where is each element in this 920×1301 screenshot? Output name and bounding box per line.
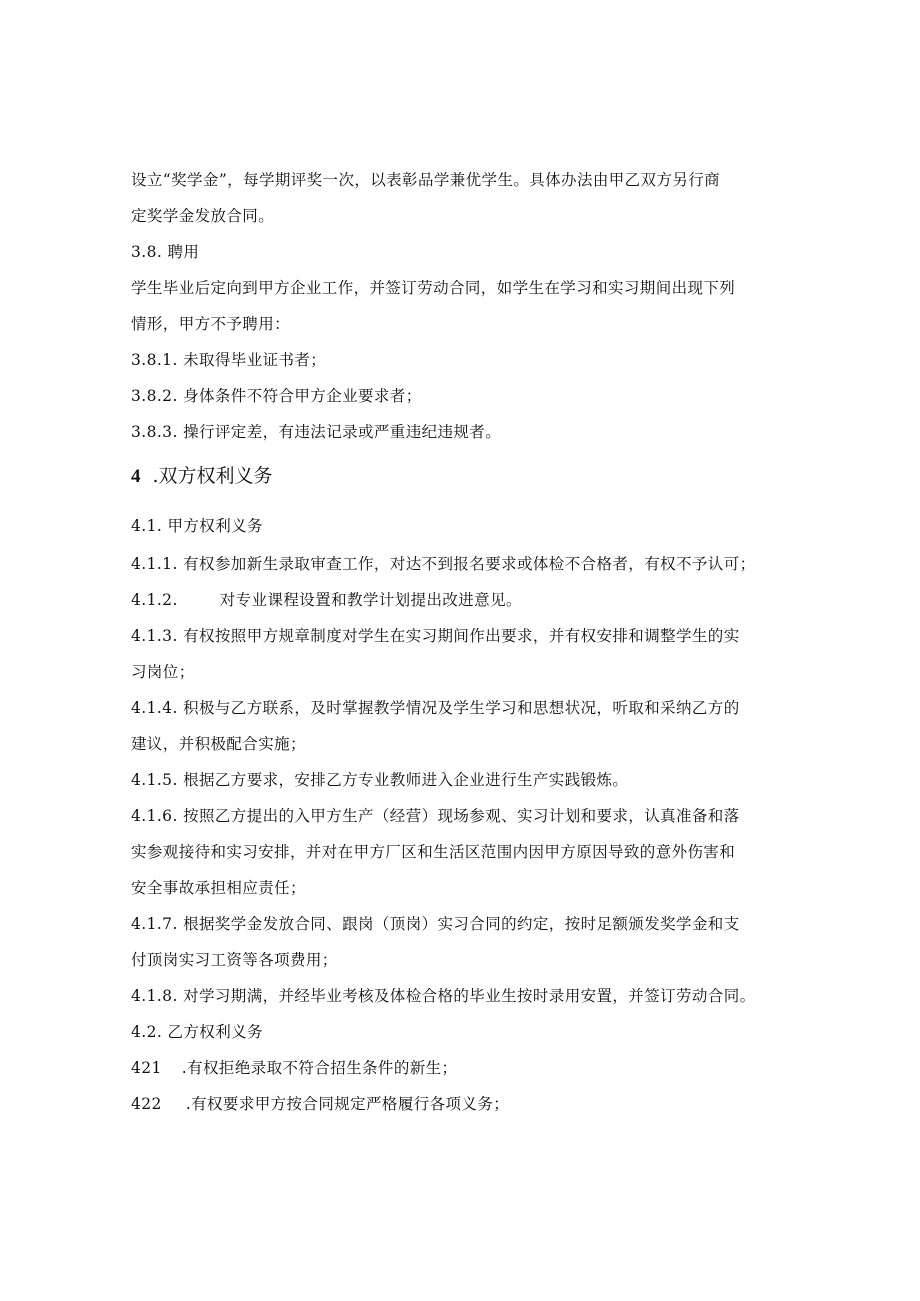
section-4-heading: [131, 464, 273, 489]
clause-4-2-2-number: 422: [131, 1095, 162, 1113]
clause-4-2-1-text: .有权拒绝录取不符合招生条件的新生；: [181, 1059, 458, 1077]
clause-4-1-2-text: 对专业课程设置和教学计划提出改进意见。: [219, 591, 522, 609]
clause-4-1-4-line-1: 4.1.4. 积极与乙方联系，及时掌握教学情况及学生学习和思想状况，听取和采纳乙方的: [131, 699, 740, 717]
clause-4-1-3-line-1: 4.1.3. 有权按照甲方规章制度对学生在实习期间作出要求，并有权安排和调整学生的实: [131, 627, 740, 645]
clause-3-8-3: 3.8.3. 操行评定差，有违法记录或严重违纪违规者。: [131, 423, 502, 441]
clause-4-1-4-line-2: 建议，并积极配合实施；: [131, 735, 306, 753]
clause-4-2-2-text: .有权要求甲方按合同规定严格履行各项义务；: [185, 1095, 510, 1113]
section-4-number: 4: [131, 466, 141, 487]
clause-4-1-1: 4.1.1. 有权参加新生录取审查工作，对达不到报名要求或体检不合格者，有权不予认可；: [131, 555, 756, 573]
clause-4-2-1-number: 421: [131, 1059, 162, 1077]
clause-4-2-2: [131, 1094, 509, 1114]
section-4-title: .双方权利义务: [152, 465, 273, 487]
clause-4-1-6-line-2: 实参观接待和实习安排，并对在甲方厂区和生活区范围内因甲方原因导致的意外伤害和: [131, 843, 736, 861]
clause-4-1-6-line-1: 4.1.6. 按照乙方提出的入甲方生产（经营）现场参观、实习计划和要求，认真准备和落: [131, 807, 740, 825]
section-4-1-title: 4.1. 甲方权利义务: [131, 517, 263, 535]
clause-4-1-7-line-2: 付顶岗实习工资等各项费用；: [131, 951, 338, 969]
section-4-2-title: 4.2. 乙方权利义务: [131, 1023, 263, 1041]
section-3-8-title: 3.8. 聘用: [131, 243, 200, 261]
clause-4-1-5: 4.1.5. 根据乙方要求，安排乙方专业教师进入企业进行生产实践锻炼。: [131, 771, 629, 789]
employment-paragraph-line-2: 情形，甲方不予聘用：: [131, 315, 291, 333]
scholarship-paragraph-line-1: 设立“奖学金”，每学期评奖一次，以表彰品学兼优学生。具体办法由甲乙双方另行商: [131, 171, 721, 189]
clause-4-1-2-number: 4.1.2.: [131, 591, 178, 609]
employment-paragraph-line-1: 学生毕业后定向到甲方企业工作，并签订劳动合同，如学生在学习和实习期间出现下列: [131, 279, 736, 297]
clause-4-2-1: [131, 1058, 457, 1078]
clause-4-1-8: 4.1.8. 对学习期满，并经毕业考核及体检合格的毕业生按时录用安置，并签订劳动合同。: [131, 987, 756, 1005]
clause-4-1-6-line-3: 安全事故承担相应责任；: [131, 879, 306, 897]
clause-3-8-2: 3.8.2. 身体条件不符合甲方企业要求者；: [131, 387, 422, 405]
clause-4-1-3-line-2: 习岗位；: [131, 663, 195, 681]
clause-3-8-1: 3.8.1. 未取得毕业证书者；: [131, 351, 327, 369]
clause-4-1-2: [131, 590, 522, 610]
scholarship-paragraph-line-2: 定奖学金发放合同。: [131, 207, 275, 225]
clause-4-1-7-line-1: 4.1.7. 根据奖学金发放合同、跟岗（顶岗）实习合同的约定，按时足额颁发奖学金和支: [131, 915, 740, 933]
